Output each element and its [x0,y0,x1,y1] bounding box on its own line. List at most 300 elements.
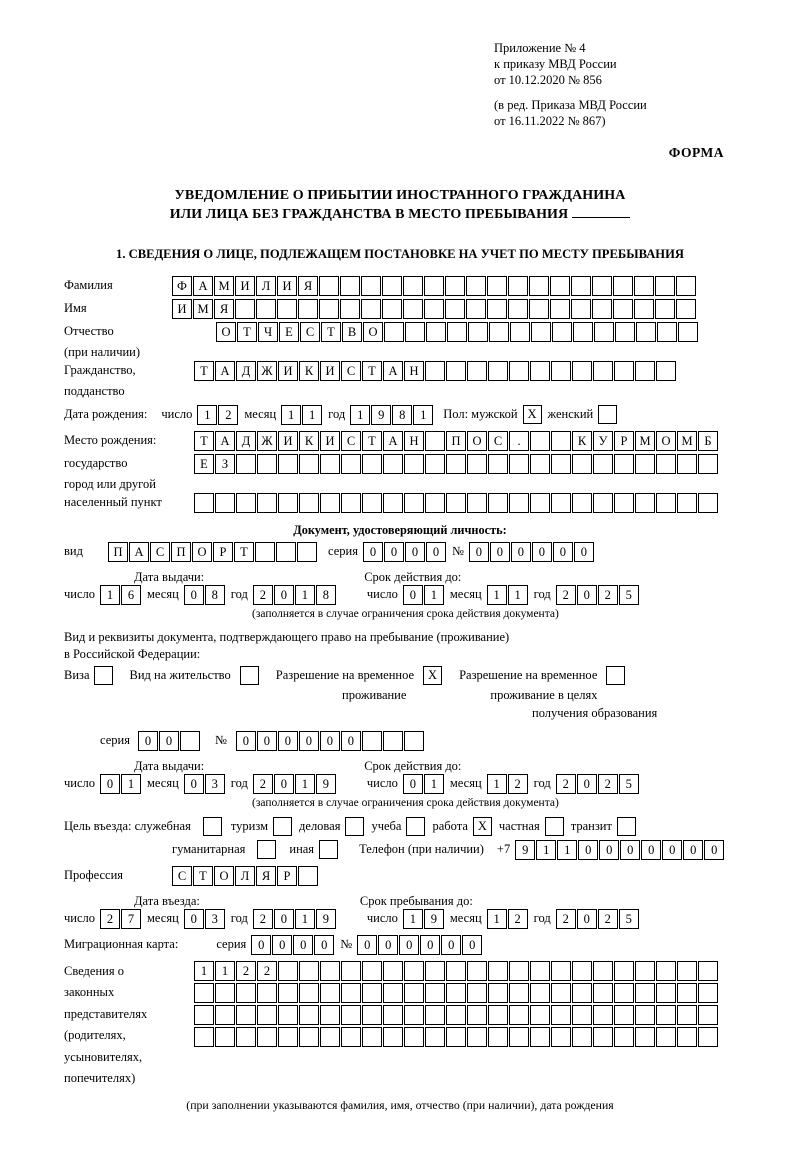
char-box[interactable]: 0 [553,542,573,562]
char-box[interactable] [361,299,381,319]
birth-month-input[interactable] [281,405,323,425]
char-box[interactable]: 0 [293,935,313,955]
char-box[interactable] [466,276,486,296]
char-box[interactable]: 3 [205,774,225,794]
char-box[interactable] [573,322,593,342]
checkbox[interactable] [617,817,636,836]
char-box[interactable] [488,361,508,381]
char-box[interactable]: 1 [487,909,507,929]
sex-female-checkbox[interactable] [598,405,618,424]
char-box[interactable]: 0 [683,840,703,860]
char-box[interactable] [613,299,633,319]
char-box[interactable] [487,299,507,319]
char-box[interactable] [509,454,529,474]
char-box[interactable] [488,961,508,981]
char-box[interactable] [446,1005,466,1025]
char-box[interactable] [362,961,382,981]
char-box[interactable] [257,493,277,513]
checkbox[interactable] [240,666,259,685]
char-box[interactable]: И [278,431,298,451]
char-box[interactable] [571,276,591,296]
char-box[interactable] [614,361,634,381]
checkbox[interactable] [273,817,292,836]
char-box[interactable] [320,1027,340,1047]
stay-issue-day-input[interactable] [100,774,142,794]
char-box[interactable] [255,542,275,562]
char-box[interactable] [613,276,633,296]
purpose-business-checkbox[interactable] [345,817,365,836]
char-box[interactable] [278,1027,298,1047]
doc-issue-day-input[interactable] [100,585,142,605]
char-box[interactable]: М [635,431,655,451]
checkbox[interactable] [345,817,364,836]
char-box[interactable]: Т [194,361,214,381]
char-box[interactable]: 2 [236,961,256,981]
char-box[interactable] [362,731,382,751]
char-box[interactable] [215,493,235,513]
stay-issue-month-input[interactable] [184,774,226,794]
char-box[interactable]: 1 [215,961,235,981]
char-box[interactable] [319,299,339,319]
char-box[interactable] [656,361,676,381]
char-box[interactable] [510,322,530,342]
birthplace-city-input-2[interactable] [194,493,719,513]
char-box[interactable]: 2 [556,909,576,929]
char-box[interactable] [677,454,697,474]
char-box[interactable] [403,299,423,319]
char-box[interactable] [236,983,256,1003]
char-box[interactable] [698,1027,718,1047]
char-box[interactable]: 1 [403,909,423,929]
char-box[interactable] [489,322,509,342]
char-box[interactable] [614,454,634,474]
char-box[interactable] [551,361,571,381]
char-box[interactable]: К [299,361,319,381]
char-box[interactable]: 6 [121,585,141,605]
checkbox[interactable] [257,840,276,859]
char-box[interactable]: П [171,542,191,562]
char-box[interactable]: О [363,322,383,342]
char-box[interactable]: Т [234,542,254,562]
char-box[interactable] [656,1005,676,1025]
char-box[interactable] [467,454,487,474]
char-box[interactable]: 2 [100,909,120,929]
char-box[interactable] [194,1027,214,1047]
char-box[interactable] [446,361,466,381]
checkbox[interactable] [203,817,222,836]
legal-rep-line-3[interactable] [194,1005,719,1025]
purpose-study-checkbox[interactable] [406,817,426,836]
char-box[interactable] [635,961,655,981]
char-box[interactable]: 0 [704,840,724,860]
char-box[interactable]: 2 [598,774,618,794]
doc-issue-month-input[interactable] [184,585,226,605]
char-box[interactable]: 0 [184,774,204,794]
char-box[interactable]: 9 [316,774,336,794]
char-box[interactable]: 2 [218,405,238,425]
char-box[interactable] [509,1005,529,1025]
char-box[interactable]: К [572,431,592,451]
char-box[interactable] [362,983,382,1003]
char-box[interactable]: 0 [384,542,404,562]
char-box[interactable] [635,454,655,474]
char-box[interactable] [466,299,486,319]
char-box[interactable] [382,299,402,319]
char-box[interactable]: 0 [257,731,277,751]
patronymic-input[interactable] [216,322,699,342]
sex-male-checkbox[interactable] [523,405,543,424]
char-box[interactable]: 1 [413,405,433,425]
legal-rep-line-1[interactable] [194,961,719,981]
char-box[interactable]: 0 [599,840,619,860]
char-box[interactable] [592,276,612,296]
char-box[interactable] [550,276,570,296]
stay-until-year-input[interactable] [556,909,640,929]
char-box[interactable] [487,276,507,296]
char-box[interactable] [551,983,571,1003]
char-box[interactable]: 2 [598,585,618,605]
char-box[interactable] [509,983,529,1003]
char-box[interactable] [509,961,529,981]
char-box[interactable]: 0 [577,774,597,794]
char-box[interactable]: 2 [253,585,273,605]
checkbox[interactable] [545,817,564,836]
char-box[interactable]: 1 [350,405,370,425]
char-box[interactable]: А [193,276,213,296]
char-box[interactable]: 0 [272,935,292,955]
char-box[interactable] [467,961,487,981]
char-box[interactable] [256,299,276,319]
char-box[interactable] [194,1005,214,1025]
char-box[interactable] [235,299,255,319]
char-box[interactable]: 0 [299,731,319,751]
char-box[interactable] [488,983,508,1003]
char-box[interactable] [320,983,340,1003]
char-box[interactable]: 0 [577,585,597,605]
char-box[interactable] [383,1027,403,1047]
visa-checkbox[interactable] [94,666,114,685]
char-box[interactable]: 3 [205,909,225,929]
surname-input[interactable] [172,276,697,296]
char-box[interactable] [468,322,488,342]
char-box[interactable] [383,454,403,474]
char-box[interactable]: 0 [100,774,120,794]
stay-until-month-input[interactable] [487,909,529,929]
char-box[interactable] [488,1027,508,1047]
char-box[interactable] [320,961,340,981]
char-box[interactable]: Т [193,866,213,886]
char-box[interactable]: Я [214,299,234,319]
char-box[interactable] [446,493,466,513]
legal-rep-line-2[interactable] [194,983,719,1003]
char-box[interactable] [320,454,340,474]
char-box[interactable]: 0 [278,731,298,751]
char-box[interactable]: 9 [424,909,444,929]
char-box[interactable]: С [150,542,170,562]
char-box[interactable] [320,1005,340,1025]
char-box[interactable] [362,454,382,474]
char-box[interactable] [657,322,677,342]
char-box[interactable] [362,1005,382,1025]
char-box[interactable]: 1 [557,840,577,860]
char-box[interactable]: 2 [556,774,576,794]
char-box[interactable] [299,493,319,513]
char-box[interactable] [425,493,445,513]
char-box[interactable]: 2 [556,585,576,605]
char-box[interactable] [551,1005,571,1025]
checkbox[interactable] [606,666,625,685]
char-box[interactable] [488,493,508,513]
char-box[interactable]: 1 [295,909,315,929]
checkbox[interactable]: X [473,817,492,836]
char-box[interactable] [698,983,718,1003]
purpose-official-checkbox[interactable] [203,817,223,836]
char-box[interactable] [383,983,403,1003]
char-box[interactable] [446,1027,466,1047]
char-box[interactable]: 1 [424,774,444,794]
stay-series-input[interactable] [138,731,201,751]
doc-issue-year-input[interactable] [253,585,337,605]
char-box[interactable]: С [172,866,192,886]
char-box[interactable] [341,961,361,981]
char-box[interactable]: О [214,866,234,886]
char-box[interactable] [677,493,697,513]
doc-series-input[interactable] [363,542,447,562]
char-box[interactable] [424,276,444,296]
char-box[interactable]: 1 [295,774,315,794]
char-box[interactable] [180,731,200,751]
char-box[interactable]: 0 [403,585,423,605]
char-box[interactable]: 0 [251,935,271,955]
char-box[interactable] [341,1005,361,1025]
doc-kind-input[interactable] [108,542,318,562]
char-box[interactable]: 0 [363,542,383,562]
char-box[interactable] [278,961,298,981]
char-box[interactable] [340,276,360,296]
char-box[interactable] [383,493,403,513]
char-box[interactable] [405,322,425,342]
char-box[interactable] [236,1005,256,1025]
char-box[interactable]: И [172,299,192,319]
char-box[interactable] [424,299,444,319]
char-box[interactable]: 0 [184,585,204,605]
char-box[interactable]: Р [614,431,634,451]
char-box[interactable] [698,961,718,981]
char-box[interactable]: 0 [357,935,377,955]
char-box[interactable] [571,299,591,319]
char-box[interactable]: Р [277,866,297,886]
char-box[interactable]: Ж [257,361,277,381]
char-box[interactable]: 5 [619,909,639,929]
char-box[interactable]: 1 [197,405,217,425]
char-box[interactable]: О [192,542,212,562]
char-box[interactable]: В [342,322,362,342]
char-box[interactable]: И [277,276,297,296]
char-box[interactable]: 1 [536,840,556,860]
char-box[interactable] [426,322,446,342]
char-box[interactable] [488,454,508,474]
char-box[interactable] [593,961,613,981]
char-box[interactable] [404,454,424,474]
char-box[interactable]: 2 [508,909,528,929]
char-box[interactable] [530,1005,550,1025]
char-box[interactable] [445,276,465,296]
legal-rep-line-4[interactable] [194,1027,719,1047]
char-box[interactable] [340,299,360,319]
char-box[interactable] [593,983,613,1003]
char-box[interactable] [467,1005,487,1025]
char-box[interactable] [467,493,487,513]
char-box[interactable]: З [215,454,235,474]
char-box[interactable]: И [320,361,340,381]
char-box[interactable]: М [214,276,234,296]
char-box[interactable]: 5 [619,774,639,794]
char-box[interactable] [278,983,298,1003]
char-box[interactable]: А [129,542,149,562]
char-box[interactable] [656,983,676,1003]
entry-month-input[interactable] [184,909,226,929]
char-box[interactable] [362,493,382,513]
char-box[interactable] [299,961,319,981]
char-box[interactable] [550,299,570,319]
char-box[interactable]: 5 [619,585,639,605]
char-box[interactable] [551,431,571,451]
char-box[interactable]: 0 [274,585,294,605]
char-box[interactable] [446,961,466,981]
char-box[interactable] [698,1005,718,1025]
char-box[interactable]: С [341,431,361,451]
char-box[interactable]: 0 [420,935,440,955]
char-box[interactable] [530,493,550,513]
edu-residence-checkbox[interactable] [606,666,626,685]
char-box[interactable] [572,1005,592,1025]
doc-valid-year-input[interactable] [556,585,640,605]
phone-input[interactable] [515,840,725,860]
char-box[interactable]: Е [279,322,299,342]
char-box[interactable]: 9 [515,840,535,860]
char-box[interactable] [404,493,424,513]
char-box[interactable] [529,276,549,296]
purpose-work-checkbox[interactable] [473,817,493,836]
char-box[interactable] [698,454,718,474]
char-box[interactable] [299,983,319,1003]
char-box[interactable] [403,276,423,296]
char-box[interactable] [593,493,613,513]
char-box[interactable] [298,299,318,319]
char-box[interactable]: 0 [399,935,419,955]
char-box[interactable] [530,961,550,981]
char-box[interactable] [362,1027,382,1047]
char-box[interactable]: Р [213,542,233,562]
char-box[interactable]: 0 [462,935,482,955]
char-box[interactable] [677,961,697,981]
char-box[interactable] [382,276,402,296]
purpose-humanitarian-checkbox[interactable] [257,840,277,859]
char-box[interactable]: Л [235,866,255,886]
char-box[interactable] [551,454,571,474]
char-box[interactable]: 0 [320,731,340,751]
char-box[interactable] [404,983,424,1003]
stay-valid-day-input[interactable] [403,774,445,794]
char-box[interactable]: И [320,431,340,451]
checkbox[interactable] [94,666,113,685]
char-box[interactable]: 2 [257,961,277,981]
stay-issue-year-input[interactable] [253,774,337,794]
char-box[interactable]: 0 [159,731,179,751]
char-box[interactable] [656,493,676,513]
temp-residence-checkbox[interactable] [423,666,443,685]
char-box[interactable] [404,1027,424,1047]
char-box[interactable] [530,454,550,474]
birth-year-input[interactable] [350,405,434,425]
char-box[interactable] [635,361,655,381]
char-box[interactable]: 1 [487,585,507,605]
char-box[interactable] [236,454,256,474]
char-box[interactable] [425,454,445,474]
char-box[interactable] [278,493,298,513]
purpose-tourism-checkbox[interactable] [273,817,293,836]
char-box[interactable] [384,322,404,342]
char-box[interactable]: Т [237,322,257,342]
char-box[interactable]: А [215,361,235,381]
char-box[interactable]: 0 [490,542,510,562]
char-box[interactable]: 8 [316,585,336,605]
char-box[interactable]: 1 [302,405,322,425]
char-box[interactable]: 9 [316,909,336,929]
char-box[interactable] [572,454,592,474]
char-box[interactable] [299,1027,319,1047]
checkbox[interactable] [319,840,338,859]
char-box[interactable] [593,1005,613,1025]
char-box[interactable] [614,983,634,1003]
char-box[interactable]: 1 [121,774,141,794]
char-box[interactable] [509,493,529,513]
char-box[interactable]: М [193,299,213,319]
char-box[interactable]: 9 [371,405,391,425]
char-box[interactable] [276,542,296,562]
char-box[interactable] [297,542,317,562]
stay-number-input[interactable] [236,731,425,751]
char-box[interactable] [257,1027,277,1047]
entry-year-input[interactable] [253,909,337,929]
char-box[interactable] [635,983,655,1003]
char-box[interactable]: 1 [281,405,301,425]
residence-permit-checkbox[interactable] [240,666,260,685]
char-box[interactable] [635,493,655,513]
char-box[interactable]: 0 [574,542,594,562]
migration-number-input[interactable] [357,935,483,955]
char-box[interactable]: О [467,431,487,451]
char-box[interactable] [614,961,634,981]
char-box[interactable] [656,1027,676,1047]
birth-day-input[interactable] [197,405,239,425]
char-box[interactable] [656,454,676,474]
char-box[interactable] [278,1005,298,1025]
char-box[interactable]: 0 [578,840,598,860]
char-box[interactable] [447,322,467,342]
char-box[interactable]: 0 [138,731,158,751]
doc-number-input[interactable] [469,542,595,562]
char-box[interactable]: Ч [258,322,278,342]
char-box[interactable] [531,322,551,342]
char-box[interactable]: Н [404,431,424,451]
char-box[interactable]: Т [194,431,214,451]
char-box[interactable]: Т [362,361,382,381]
char-box[interactable] [509,1027,529,1047]
char-box[interactable]: С [488,431,508,451]
char-box[interactable] [299,454,319,474]
char-box[interactable] [194,493,214,513]
